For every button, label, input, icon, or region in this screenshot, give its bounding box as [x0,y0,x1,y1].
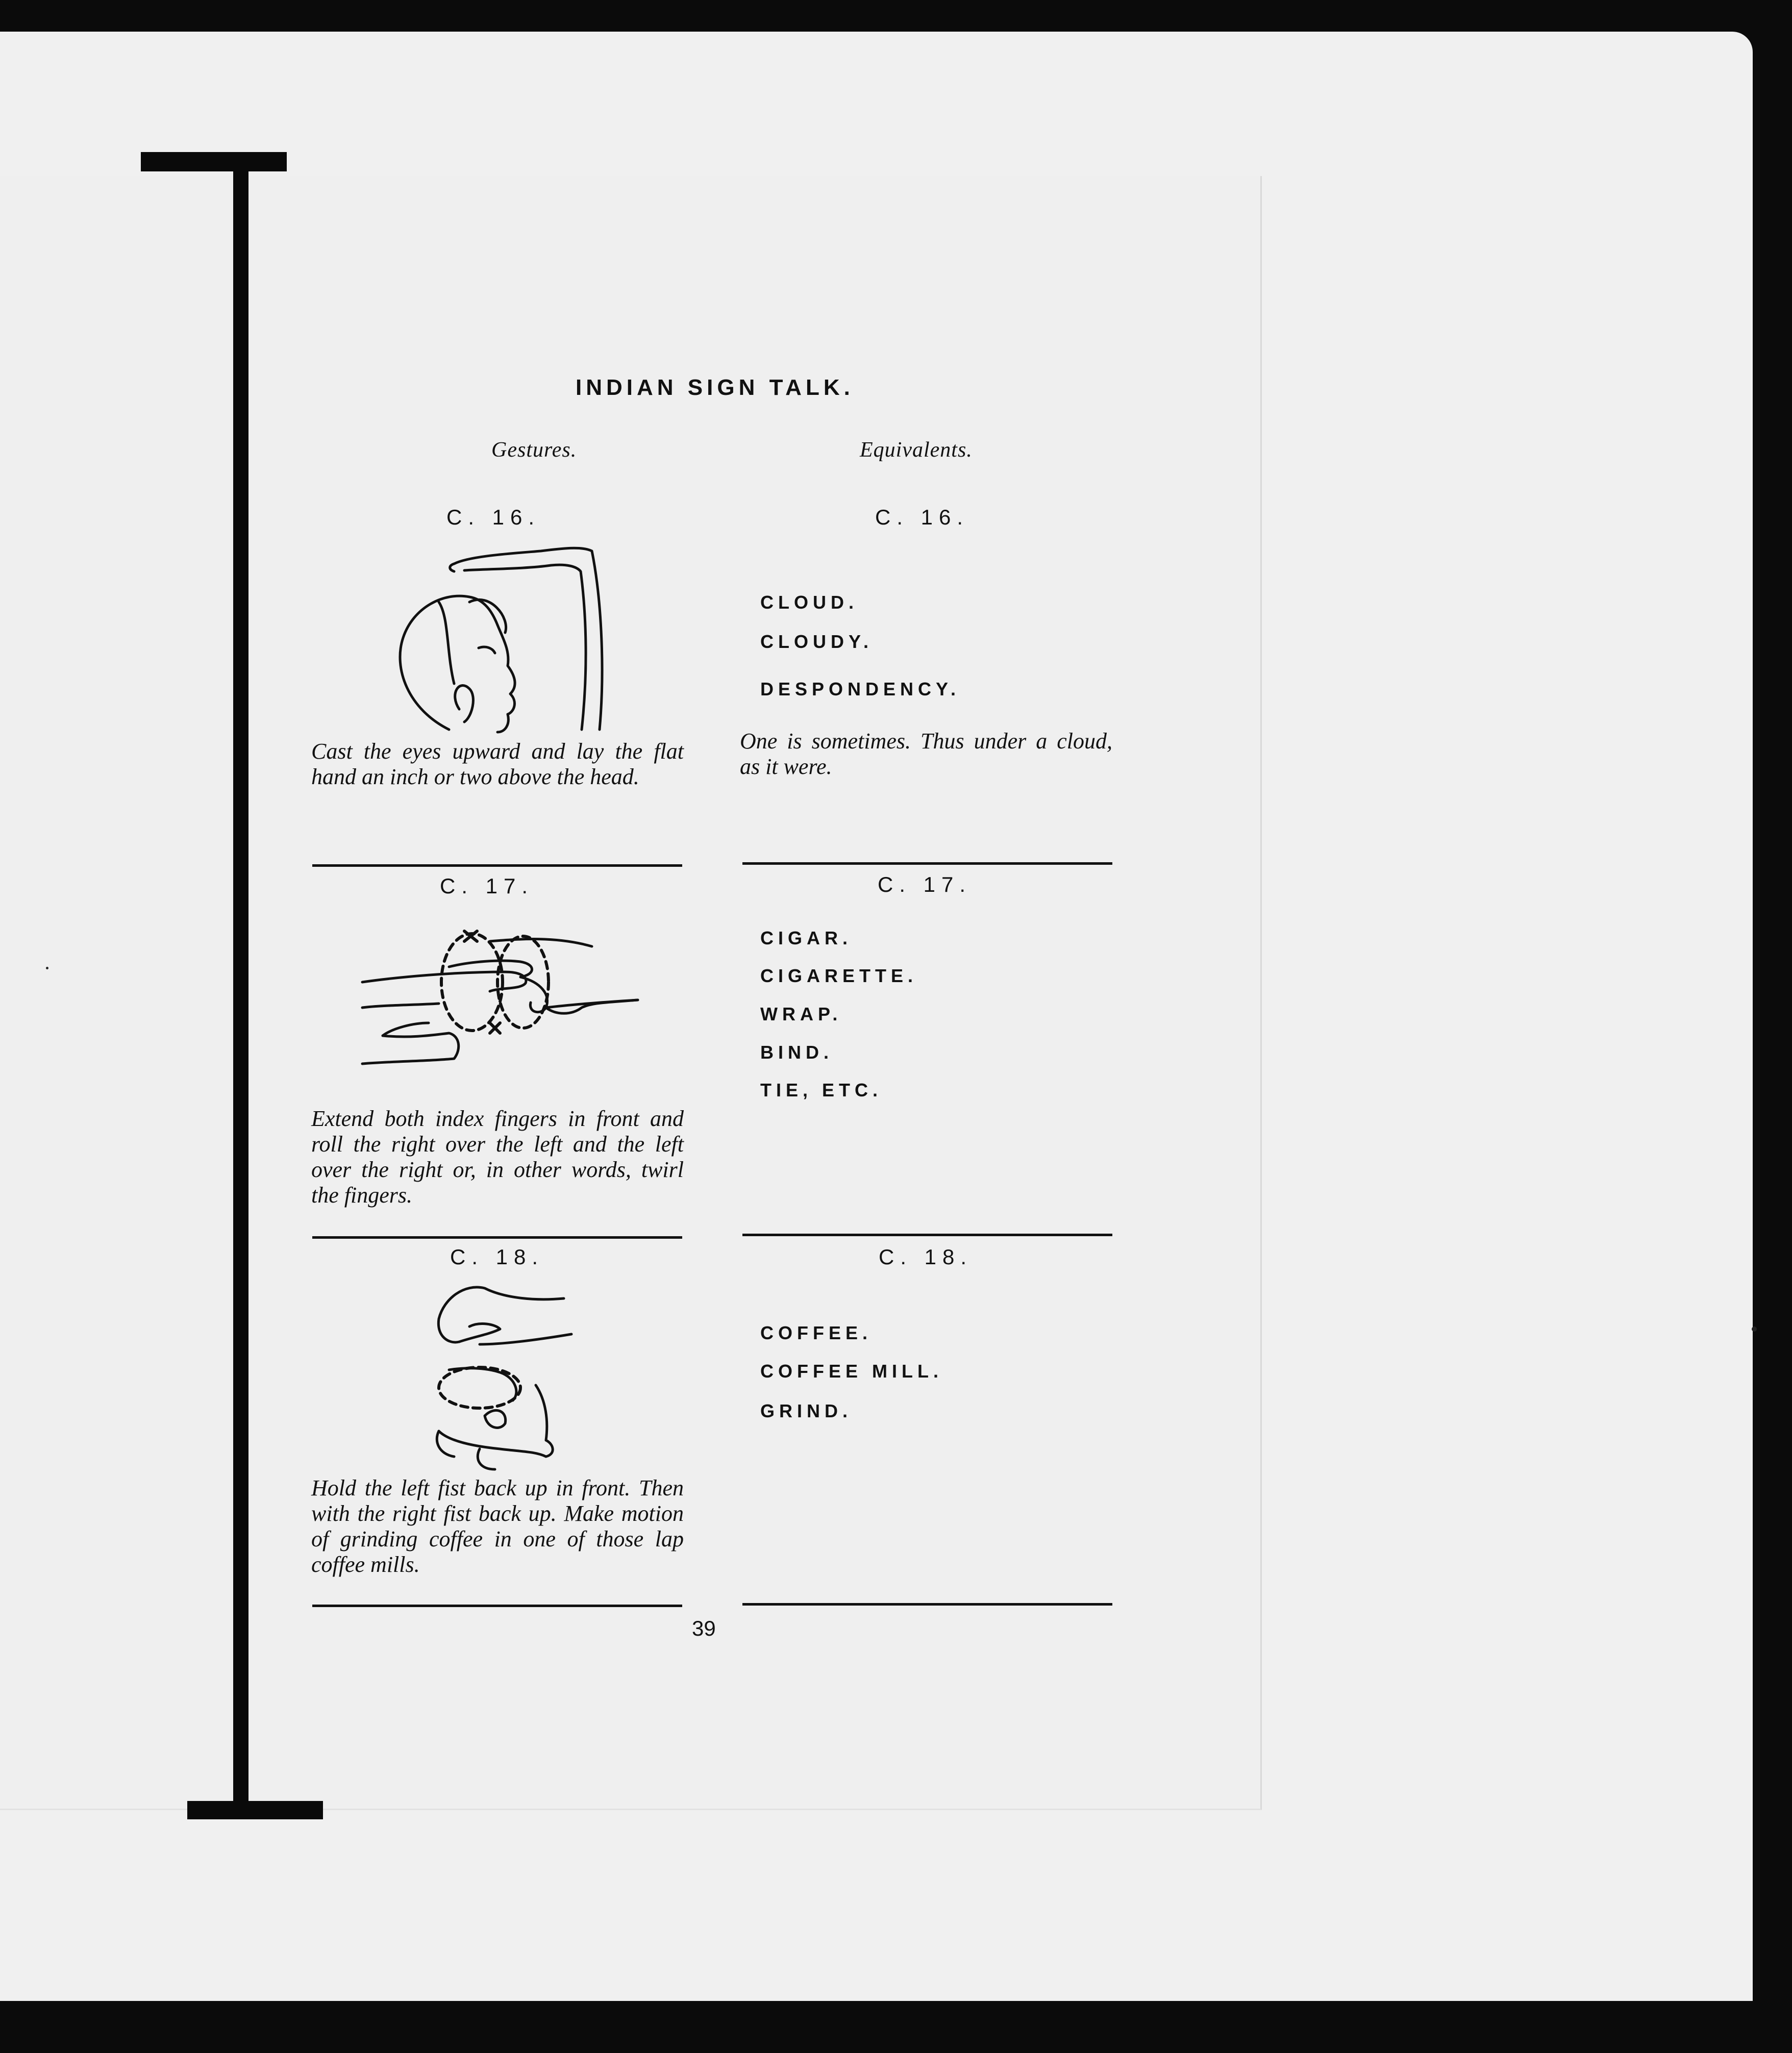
gesture-description: Extend both index fingers in front and roll the right over the left and the left over the right or, in other words, twirl the fingers. [311,1106,684,1208]
section-divider [312,864,682,867]
section-code-right: C. 16. [875,505,969,529]
page-number: 39 [692,1616,716,1640]
equivalent-note: One is sometimes. Thus under a cloud, as it were. [740,729,1112,779]
scan-speck [1752,1326,1757,1332]
hand-above-head-icon [388,541,612,735]
section-divider [312,1605,682,1607]
grinding-fists-icon [418,1278,582,1472]
equivalent-word: DESPONDENCY. [760,679,961,699]
equivalent-word: CIGARETTE. [760,965,918,986]
equivalent-word: CLOUDY. [760,631,874,652]
section-divider [742,1603,1112,1606]
column-header-gestures: Gestures. [491,438,577,462]
section-code-right: C. 18. [879,1245,973,1269]
column-header-equivalents: Equivalents. [860,438,973,462]
binding-bracket-bottom [187,1801,323,1819]
twirling-fingers-icon [352,906,648,1079]
binding-bracket-stem [233,153,248,1816]
equivalent-word: CLOUD. [760,592,858,613]
section-code-right: C. 17. [878,872,972,896]
equivalent-word: COFFEE MILL. [760,1361,943,1382]
page-title: INDIAN SIGN TALK. [576,375,854,400]
section-divider [742,862,1112,865]
section-code-left: C. 16. [446,505,541,529]
section-code-left: C. 17. [440,874,534,898]
binding-bracket-top [141,152,287,171]
scan-speck [46,967,48,969]
section-divider [742,1234,1112,1236]
equivalent-word: GRIND. [760,1400,852,1421]
section-code-left: C. 18. [450,1245,544,1269]
equivalent-word: BIND. [760,1042,833,1063]
gesture-description: Cast the eyes upward and lay the flat hand an inch or two above the head. [311,739,684,789]
section-divider [312,1236,682,1239]
equivalent-word: CIGAR. [760,928,852,948]
equivalent-word: COFFEE. [760,1322,873,1343]
gesture-description: Hold the left fist back up in front. Then with the right fist back up. Make motion of grinding coffee in one of those lap coffee mills. [311,1475,684,1577]
equivalent-word: TIE, ETC. [760,1080,883,1100]
equivalent-word: WRAP. [760,1004,842,1024]
